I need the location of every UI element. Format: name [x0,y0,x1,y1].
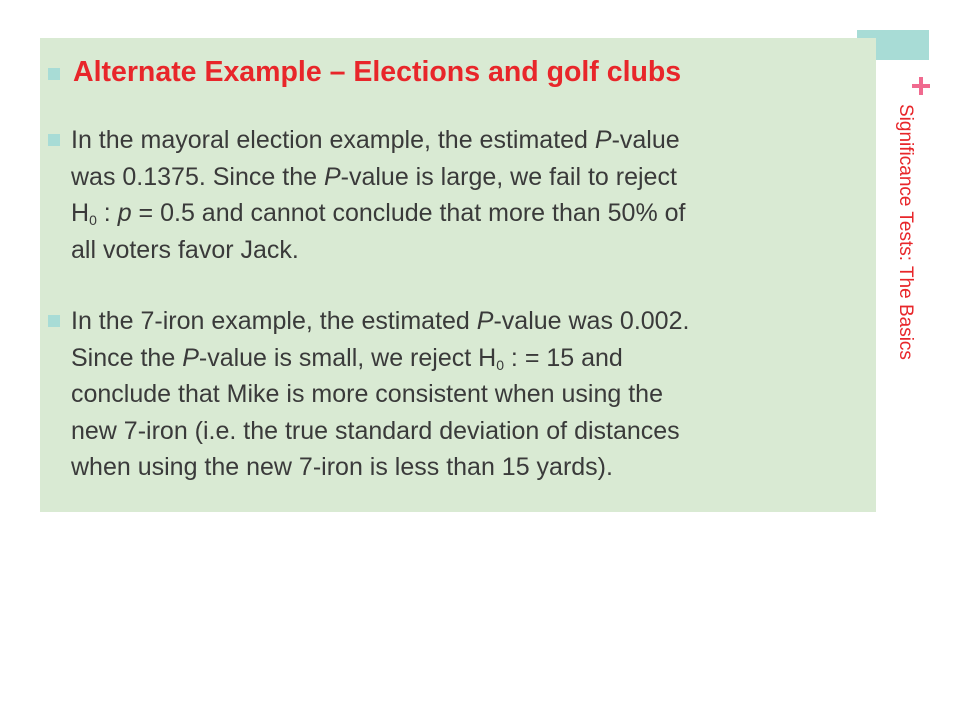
paragraph-election: In the mayoral election example, the estimated P-value was 0.1375. Since the P-value is large, we fail to reject $H_0$ : p = 0.5 and cannot conclude that more than 50% of all voters favor Jack. [71,126,686,264]
side-title: Significance Tests: The Basics [895,104,916,360]
content-box [40,38,876,512]
bullet-icon [48,68,60,80]
slide-heading: Alternate Example – Elections and golf clubs [73,56,682,88]
plus-icon [909,74,933,98]
bullet-icon [48,134,60,146]
bullet-icon [48,315,60,327]
paragraph-golf: In the 7-iron example, the estimated P-value was 0.002. Since the P-value is small, we reject $H_0$ : = 15 and conclude that Mike is more consistent when using the new 7-iron (i.e. the true standard deviation of distances when using the new 7-iron is less than 15 yards). [71,307,690,481]
